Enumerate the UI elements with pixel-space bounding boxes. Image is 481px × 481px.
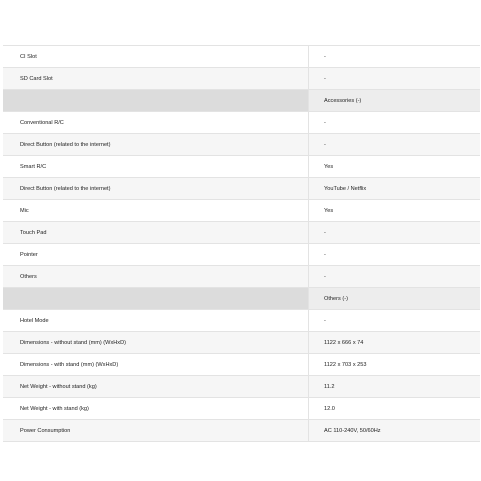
spec-label: Smart R/C — [3, 156, 309, 178]
spec-value: 1122 x 703 x 253 — [309, 354, 481, 376]
spec-label: Pointer — [3, 244, 309, 266]
spec-value: - — [309, 244, 481, 266]
spec-row — [3, 200, 480, 222]
spec-row — [3, 156, 480, 178]
spec-value: Yes — [309, 200, 481, 222]
spec-value: YouTube / Netflix — [309, 178, 481, 200]
spec-row — [3, 178, 480, 200]
spec-label: CI Slot — [3, 46, 309, 68]
spec-value: - — [309, 266, 481, 288]
spec-value: - — [309, 222, 481, 244]
spec-value: 12.0 — [309, 398, 481, 420]
spec-value: - — [309, 68, 481, 90]
spec-row — [3, 112, 480, 134]
section-header-spacer — [3, 288, 309, 310]
spec-row — [3, 310, 480, 332]
spec-row — [3, 332, 480, 354]
spec-label: Touch Pad — [3, 222, 309, 244]
spec-value: Yes — [309, 156, 481, 178]
section-title: Others (-) — [309, 288, 481, 310]
spec-label: Conventional R/C — [3, 112, 309, 134]
spec-row — [3, 68, 480, 90]
spec-label: Others — [3, 266, 309, 288]
spec-label: Direct Button (related to the internet) — [3, 134, 309, 156]
spec-row — [3, 376, 480, 398]
spec-row — [3, 244, 480, 266]
spec-table-body — [3, 46, 480, 442]
spec-row — [3, 420, 480, 442]
spec-label: Net Weight - with stand (kg) — [3, 398, 309, 420]
spec-label: Dimensions - with stand (mm) (WxHxD) — [3, 354, 309, 376]
spec-value: AC 110-240V, 50/60Hz — [309, 420, 481, 442]
spec-row — [3, 46, 480, 68]
spec-label: Hotel Mode — [3, 310, 309, 332]
spec-value: - — [309, 310, 481, 332]
spec-label: Net Weight - without stand (kg) — [3, 376, 309, 398]
section-header-row — [3, 288, 480, 310]
spec-row — [3, 398, 480, 420]
section-header-row — [3, 90, 480, 112]
section-title: Accessories (-) — [309, 90, 481, 112]
spec-value: - — [309, 112, 481, 134]
spec-row — [3, 266, 480, 288]
spec-label: Power Consumption — [3, 420, 309, 442]
spec-value: - — [309, 134, 481, 156]
spec-row — [3, 222, 480, 244]
spec-value: 11.2 — [309, 376, 481, 398]
spec-value: 1122 x 666 x 74 — [309, 332, 481, 354]
spec-table — [3, 45, 480, 442]
spec-label: Mic — [3, 200, 309, 222]
spec-row — [3, 134, 480, 156]
spec-row — [3, 354, 480, 376]
spec-value: - — [309, 46, 481, 68]
spec-label: SD Card Slot — [3, 68, 309, 90]
section-header-spacer — [3, 90, 309, 112]
spec-label: Dimensions - without stand (mm) (WxHxD) — [3, 332, 309, 354]
spec-label: Direct Button (related to the internet) — [3, 178, 309, 200]
